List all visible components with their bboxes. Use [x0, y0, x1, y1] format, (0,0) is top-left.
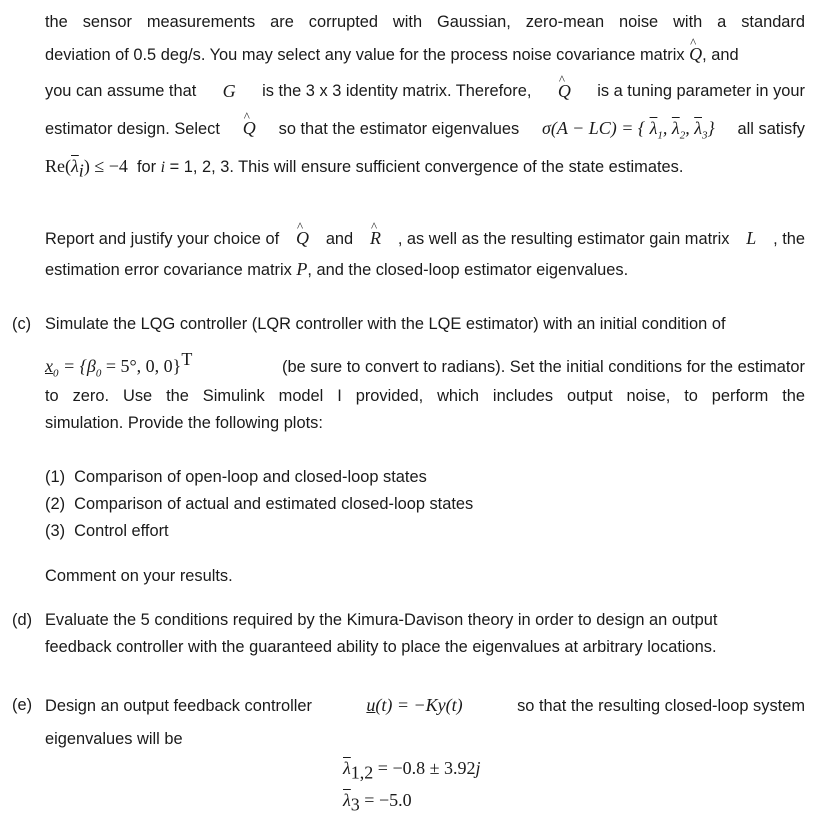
part-c-line-2-text: (be sure to convert to radians). Set the initial conditions for the estimator	[282, 358, 805, 376]
l-symbol: L	[746, 228, 757, 248]
part-c-line-3-text: to zero. Use the Simulink model I provided, which includes output noise, to perform the	[45, 387, 805, 405]
j-symbol: j	[475, 758, 481, 778]
eigenvalue-1-2: $\overline{\lambda}_{1,2} = -0.8 \pm 3.92j$	[343, 758, 481, 783]
para-b-line-4-start: estimator design. Select	[45, 120, 220, 138]
part-e-line-1-end: so that the resulting closed-loop system	[517, 697, 805, 715]
report-line-1-mid: , as well as the resulting estimator gain matrix	[397, 230, 730, 248]
lambda-3: $\overline{\lambda}$	[694, 118, 702, 138]
plot-1-text: Comparison of open-loop and closed-loop states	[74, 468, 427, 486]
part-c-comment-text: Comment on your results.	[45, 567, 233, 585]
para-b-line-3-end: is a tuning parameter in your	[597, 82, 805, 100]
para-b-line-1	[45, 12, 805, 32]
eigenvalue-3: $\overline{\lambda}_3 = -5.0$	[343, 790, 412, 815]
part-d-label: (d)	[12, 611, 33, 629]
part-c-label: (c)	[12, 315, 32, 333]
lambda-2: $\overline{\lambda}$	[671, 118, 680, 138]
eigenvalue-3-value: = −5.0	[364, 790, 412, 810]
lambda-3-symbol: $\overline{\lambda}$	[343, 790, 351, 810]
para-b-line-5-end: = 1, 2, 3. This will ensure sufficient convergence of the state estimates.	[169, 158, 684, 176]
plot-3-text: Control effort	[74, 522, 169, 540]
part-e-line-2-text: eigenvalues will be	[45, 730, 183, 748]
para-b-line-1-text: the sensor measurements are corrupted with Gaussian, zero-mean noise with a standard	[45, 13, 805, 31]
part-c-line-4-text: simulation. Provide the following plots:	[45, 414, 323, 432]
report-line-1-end: , the	[773, 230, 805, 248]
u-symbol: u	[366, 695, 376, 715]
para-b-line-3	[45, 81, 805, 101]
q-hat-symbol-3: ^ Q	[243, 118, 256, 138]
plot-list-item-1	[45, 467, 427, 487]
part-c-line-1-text: Simulate the LQG controller (LQR controller with the LQE estimator) with an initial condition of	[45, 315, 726, 333]
q-hat-symbol-4: ^ Q	[296, 228, 309, 248]
plot-3-number: (3)	[45, 522, 66, 540]
eigenvalue-set-expression: σ(A − LC) = { $\overline{\lambda}_1$, $\overline{\lambda}_2$, $\overline{\lambda}_3$}	[542, 118, 715, 142]
report-line-2-start: estimation error covariance matrix	[45, 261, 292, 279]
para-b-line-3-mid: is the 3 x 3 identity matrix. Therefore,	[262, 82, 532, 100]
p-symbol: P	[296, 259, 308, 279]
report-line-2-end: , and the closed-loop estimator eigenvalues.	[307, 261, 629, 279]
r-hat-symbol: ^ R	[370, 228, 381, 248]
eigenvalue-1-2-value: = −0.8 ± 3.92	[377, 758, 476, 778]
part-c-line-2	[45, 349, 805, 384]
para-b-line-2-text: deviation of 0.5 deg/s. You may select any value for the process noise covariance matrix	[45, 46, 685, 64]
part-c-line-4	[45, 413, 323, 433]
para-b-line-4-end: all satisfy	[737, 120, 805, 138]
initial-condition-values: = 5°, 0, 0}	[105, 356, 182, 376]
re-condition-value: ≤ −4	[94, 156, 128, 176]
sigma-expression: σ(A − LC) = {	[542, 118, 646, 138]
part-c-line-3	[45, 386, 805, 406]
report-line-2	[45, 259, 628, 280]
transpose-symbol: T	[181, 349, 193, 369]
index-i: i	[160, 159, 166, 176]
part-c-comment	[45, 566, 233, 586]
part-c-line-1	[45, 314, 726, 334]
initial-condition-expression: $x_0 = \{\beta_0 = 5^\circ$, 0, 0}$^T$	[45, 349, 193, 380]
beta0-symbol: = {β	[63, 356, 96, 376]
lambda-i: $\overline{\lambda}$	[71, 156, 79, 176]
part-d-line-2	[45, 637, 717, 657]
control-law-rhs: (t) = −Ky(t)	[375, 695, 463, 715]
plot-2-number: (2)	[45, 495, 66, 513]
control-law	[366, 695, 462, 715]
x0-symbol: x	[45, 356, 53, 376]
q-hat-symbol: ^ Q	[689, 44, 702, 64]
para-b-line-2	[45, 44, 739, 65]
para-b-line-5-for: for	[136, 158, 157, 176]
part-e-line-1-start: Design an output feedback controller	[45, 697, 312, 715]
plot-1-number: (1)	[45, 468, 66, 486]
plot-list-item-3	[45, 521, 169, 541]
part-d-line-2-text: feedback controller with the guaranteed ability to place the eigenvalues at arbitrary locations.	[45, 638, 717, 656]
part-e-line-1	[45, 695, 805, 716]
part-d-line-1	[45, 610, 717, 630]
part-e-label: (e)	[12, 696, 33, 714]
lambda-1: $\overline{\lambda}$	[649, 118, 658, 138]
re-condition: $Re(\overline{\lambda}_i) \le -4$	[45, 156, 128, 181]
para-b-line-2-end: , and	[702, 46, 739, 64]
para-b-line-4	[45, 118, 805, 146]
g-symbol: G	[222, 81, 236, 101]
plot-list-item-2	[45, 494, 473, 514]
para-b-line-4-mid: so that the estimator eigenvalues	[278, 120, 520, 138]
report-line-1	[45, 228, 805, 249]
para-b-line-5	[45, 156, 683, 181]
report-line-1-and: and	[325, 230, 354, 248]
para-b-line-3-start: you can assume that	[45, 82, 197, 100]
report-line-1-start: Report and justify your choice of	[45, 230, 280, 248]
q-hat-symbol-2: ^ Q	[558, 81, 571, 101]
plot-2-text: Comparison of actual and estimated closed-loop states	[74, 495, 474, 513]
part-e-line-2	[45, 729, 183, 749]
part-d-line-1-text: Evaluate the 5 conditions required by the Kimura-Davison theory in order to design an output	[45, 611, 718, 629]
lambda-12-symbol: $\overline{\lambda}$	[343, 758, 351, 778]
